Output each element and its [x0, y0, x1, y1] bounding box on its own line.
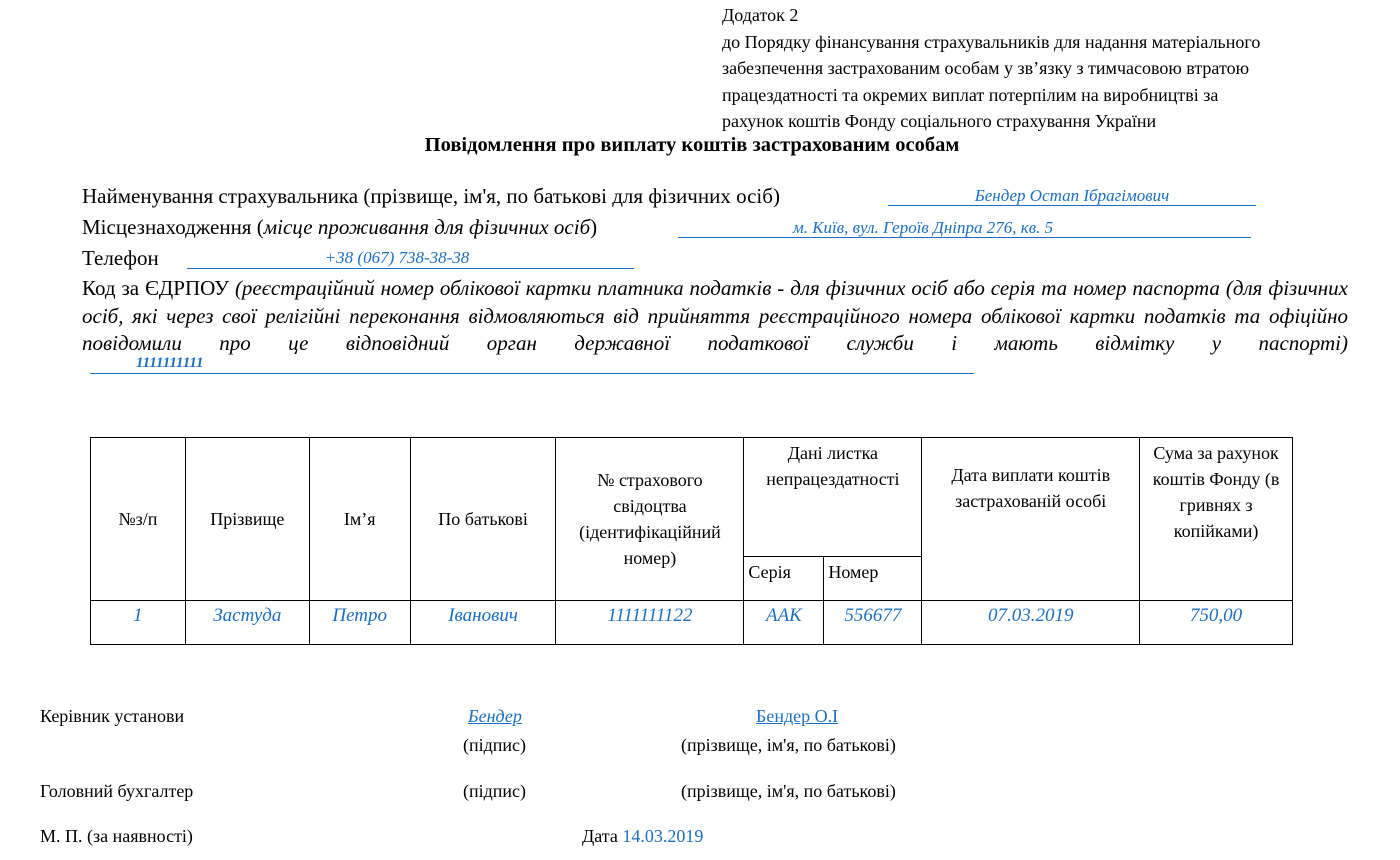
- cell-surname: Застуда: [185, 601, 309, 645]
- head-label: Керівник установи: [40, 706, 185, 726]
- cell-cert: 1111111122: [556, 601, 744, 645]
- date-line: [582, 826, 703, 847]
- annex-line: рахунок коштів Фонду соціального страхування України: [722, 111, 1157, 131]
- annex-line: Додаток 2: [722, 5, 799, 25]
- edrpou-value: 1111111111: [136, 355, 204, 371]
- annex-header: [722, 2, 1260, 135]
- header-number: Номер: [824, 557, 922, 601]
- header-pay-date: Дата виплати коштів застрахованій особі: [922, 438, 1140, 601]
- header-amount: Сума за рахунок коштів Фонду (в гривнях з копійками): [1140, 438, 1293, 601]
- header-num: №з/п: [91, 438, 186, 601]
- accountant-label: Головний бухгалтер: [40, 781, 194, 801]
- date-value: 14.03.2019: [622, 826, 704, 846]
- insurer-name-value: Бендер Остап Ібрагімович: [974, 186, 1170, 205]
- location-label-start: Місцезнаходження (: [82, 215, 264, 239]
- header-patronymic: По батькові: [410, 438, 556, 601]
- edrpou-label: Код за ЄДРПОУ: [82, 276, 229, 300]
- header-surname: Прізвище: [185, 438, 309, 601]
- head-name: Бендер О.І: [756, 706, 839, 726]
- header-series: Серія: [744, 557, 824, 601]
- cell-number: 556677: [824, 601, 922, 645]
- head-name-caption: (прізвище, ім'я, по батькові): [681, 735, 896, 755]
- annex-line: до Порядку фінансування страхувальників для надання матеріального: [722, 31, 1261, 52]
- location-label-end: ): [590, 215, 598, 239]
- document-title: Повідомлення про виплату коштів застрахованим особам: [424, 134, 960, 156]
- accountant-name-caption: (прізвище, ім'я, по батькові): [681, 781, 896, 801]
- head-signature: Бендер: [468, 706, 522, 726]
- location-value: м. Київ, вул. Героїв Дніпра 276, кв. 5: [792, 218, 1054, 237]
- header-name: Ім’я: [309, 438, 410, 601]
- stamp-label: М. П. (за наявності): [40, 826, 193, 846]
- cell-name: Петро: [309, 601, 410, 645]
- date-label: Дата: [582, 826, 618, 846]
- head-signature-caption: (підпис): [463, 735, 527, 755]
- location-label-italic: місце проживання для фізичних осіб: [263, 215, 591, 239]
- edrpou-note: (реєстраційний номер облікової картки платника податків - для фізичних осіб або серія та номер паспорта (для фізичних осіб, які через свої релігійні переконання відмовляються від прийняття реєстраційного номера облікової картки податків та офіційно повідомили про це відповідний орган державної податкової служби і мають відмітку у паспорті): [82, 276, 1349, 355]
- edrpou-block: [82, 275, 1348, 358]
- cell-pay-date: 07.03.2019: [922, 601, 1140, 645]
- cell-amount: 750,00: [1140, 601, 1293, 645]
- cell-series: ААК: [744, 601, 824, 645]
- header-cert: № страхового свідоцтва (ідентифікаційний номер): [556, 438, 744, 601]
- accountant-signature-caption: (підпис): [463, 781, 527, 801]
- table-row: [91, 601, 1293, 645]
- annex-line: забезпечення застрахованим особам у зв’язку з тимчасовою втратою: [722, 58, 1250, 78]
- insurer-name-label: Найменування страхувальника (прізвище, ім'я, по батькові для фізичних осіб): [82, 184, 780, 208]
- annex-line: працездатності та окремих виплат потерпілим на виробництві за: [722, 84, 1219, 105]
- cell-num: 1: [91, 601, 186, 645]
- header-sick-leave: Дані листка непрацездатності: [744, 438, 922, 557]
- phone-value: +38 (067) 738-38-38: [324, 248, 470, 267]
- edrpou-field: [90, 357, 974, 374]
- cell-patronymic: Іванович: [410, 601, 556, 645]
- phone-label: Телефон: [82, 246, 159, 270]
- location-label: [82, 212, 597, 242]
- payments-table: [90, 437, 1293, 645]
